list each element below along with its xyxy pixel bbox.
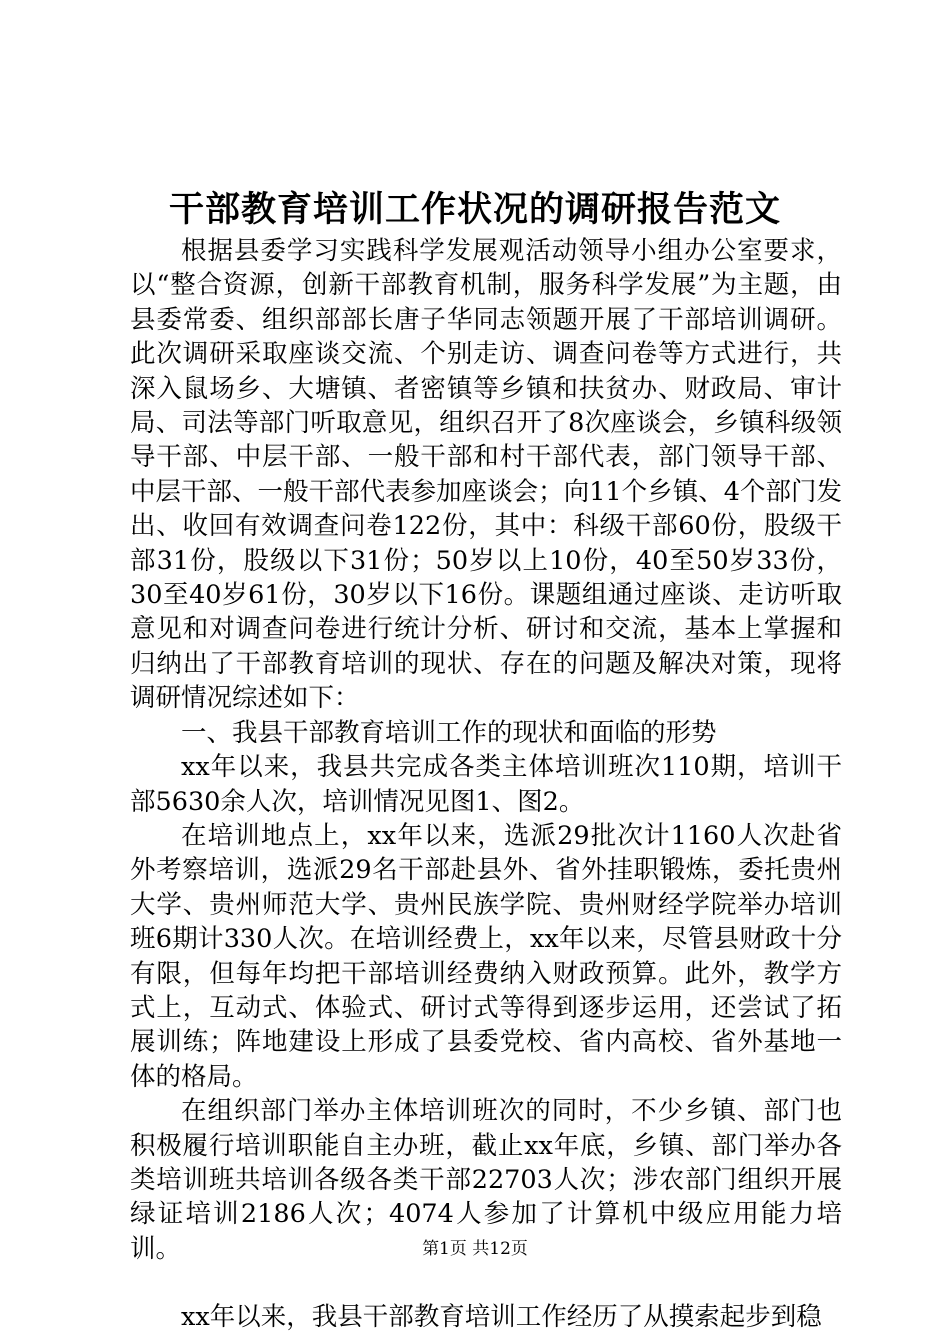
document-body bbox=[130, 234, 842, 1335]
document-title: 干部教育培训工作状况的调研报告范文 bbox=[168, 189, 781, 230]
paragraph-intro: 根据县委学习实践科学发展观活动领导小组办公室要求，以“整合资源，创新干部教育机制，服务科学发展”为主题，由县委常委、组织部部长唐子华同志领题开展了干部培训调研。此次调研采取座谈交流、个别走访、调查问卷等方式进行，共深入鼠场乡、大塘镇、者密镇等乡镇和扶贫办、财政局、审计局、司法等部门听取意见，组织召开了8次座谈会，乡镇科级领导干部、中层干部、一般干部和村干部代表，部门领导干部、中层干部、一般干部代表参加座谈会；向11个乡镇、4个部门发出、收回有效调查问卷122份，其中：科级干部60份，股级干部31份，股级以下31份；50岁以上10份，40至50岁33份，30至40岁61份，30岁以下16份。课题组通过座谈、走访听取意见和对调查问卷进行统计分析、研讨和交流，基本上掌握和归纳出了干部教育培训的现状、存在的问题及解决对策，现将调研情况综述如下： bbox=[130, 236, 842, 714]
page-footer: 第1页 共12页 bbox=[422, 1239, 528, 1259]
section-heading-1: 一、我县干部教育培训工作的现状和面临的形势 bbox=[181, 717, 717, 748]
paragraph-self-organized: 在组织部门举办主体培训班次的同时，不少乡镇、部门也积极履行培训职能自主办班，截止xx年底，乡镇、部门举办各类培训班共培训各级各类干部22703人次；涉农部门组织开展绿证培训2186人次；4074人参加了计算机中级应用能力培训。 bbox=[130, 1096, 842, 1264]
paragraph-training-location: 在培训地点上，xx年以来，选派29批次计1160人次赴省外考察培训，选派29名干部赴县外、省外挂职锻炼，委托贵州大学、贵州师范大学、贵州民族学院、贵州财经学院举办培训班6期计330人次。在培训经费上，xx年以来，尽管县财政十分有限，但每年均把干部培训经费纳入财政预算。此外，教学方式上，互动式、体验式、研讨式等得到逐步运用，还尝试了拓展训练；阵地建设上形成了县委党校、省内高校、省外基地一体的格局。 bbox=[130, 820, 842, 1092]
paragraph-training-count: xx年以来，我县共完成各类主体培训班次110期，培训干部5630余人次，培训情况见图1、图2。 bbox=[130, 752, 842, 817]
paragraph-history: xx年以来，我县干部教育培训工作经历了从摸索起步到稳 bbox=[181, 1302, 822, 1333]
